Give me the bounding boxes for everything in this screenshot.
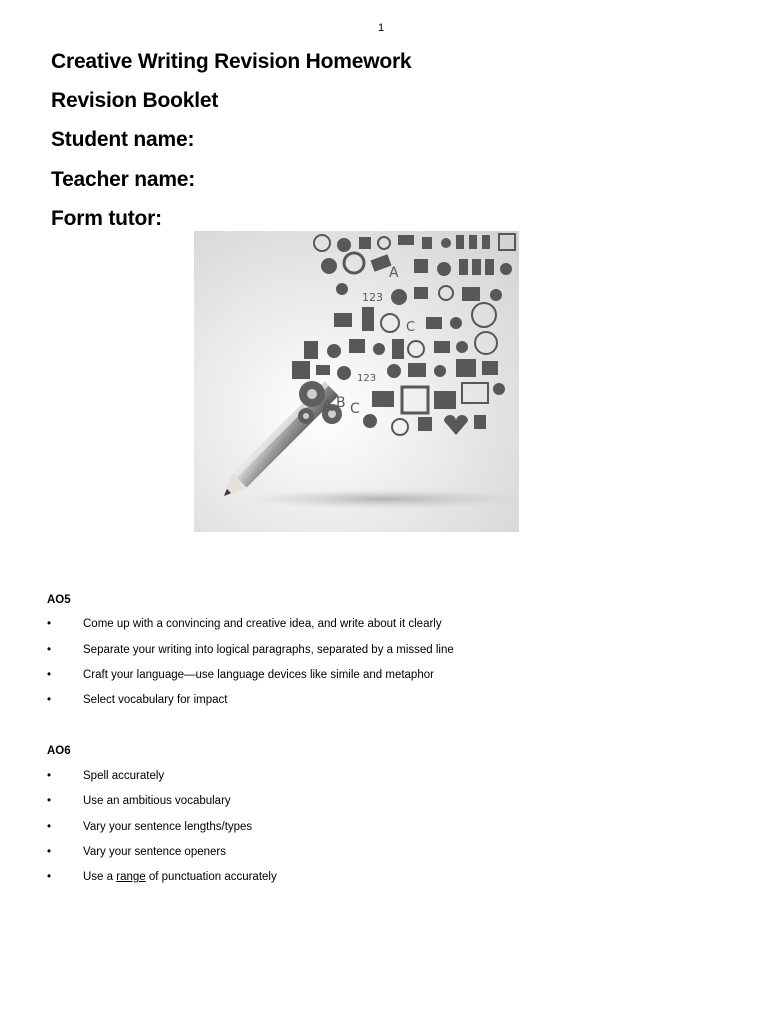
- pencil-illustration: [194, 231, 519, 532]
- svg-text:C: C: [406, 320, 416, 335]
- bullet: •: [47, 644, 52, 656]
- svg-text:123: 123: [357, 373, 377, 384]
- student-name-label: Student name:: [51, 128, 195, 151]
- list-item-text: Craft your language—use language devices like simile and metaphor: [83, 669, 434, 681]
- ao5-heading: AO5: [47, 594, 71, 606]
- list-item-text: Separate your writing into logical paragraphs, separated by a missed line: [83, 644, 454, 656]
- list-item-text: Vary your sentence lengths/types: [83, 821, 253, 833]
- bullet: •: [47, 770, 52, 782]
- svg-text:B: B: [336, 395, 346, 411]
- text-after: of punctuation accurately: [145, 871, 277, 883]
- bullet: •: [47, 669, 52, 681]
- svg-text:A: A: [389, 265, 399, 281]
- form-tutor-label: Form tutor:: [51, 207, 162, 230]
- underlined-word: range: [116, 871, 146, 883]
- bullet: •: [47, 795, 52, 807]
- list-item-text: Use an ambitious vocabulary: [83, 795, 231, 807]
- bullet: •: [47, 846, 52, 858]
- page-number: 1: [378, 22, 385, 34]
- bullet: •: [47, 618, 52, 630]
- svg-text:123: 123: [362, 291, 383, 304]
- teacher-name-label: Teacher name:: [51, 168, 196, 191]
- bullet: •: [47, 821, 52, 833]
- list-item-text: [83, 871, 277, 883]
- ao6-heading: AO6: [47, 745, 71, 757]
- list-item-text: Come up with a convincing and creative idea, and write about it clearly: [83, 618, 442, 630]
- document-subtitle: Revision Booklet: [51, 89, 219, 112]
- text-before: Use a: [83, 871, 117, 883]
- list-item-text: Spell accurately: [83, 770, 165, 782]
- bullet: •: [47, 694, 52, 706]
- svg-text:A: A: [322, 396, 333, 415]
- document-title: Creative Writing Revision Homework: [51, 50, 412, 73]
- list-item-text: Select vocabulary for impact: [83, 694, 228, 706]
- svg-text:C: C: [350, 401, 360, 417]
- bullet: •: [47, 871, 52, 883]
- list-item-text: Vary your sentence openers: [83, 846, 226, 858]
- pencil-icon: [194, 231, 519, 532]
